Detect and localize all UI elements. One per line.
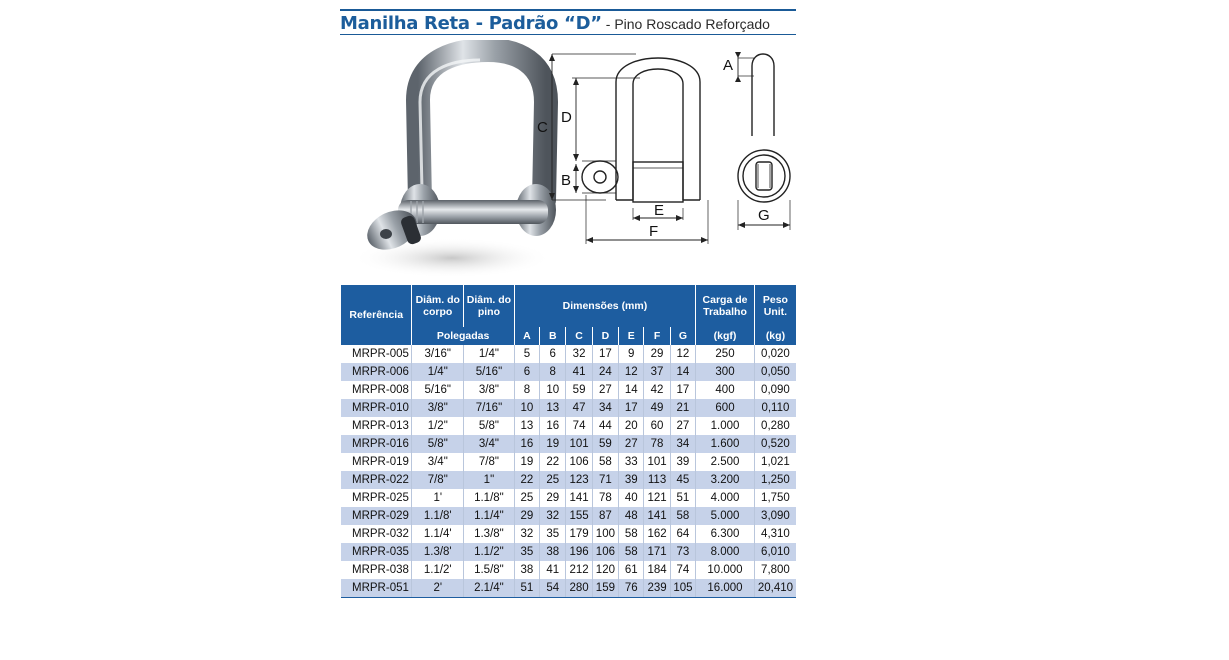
cell-c: 212 [566,561,592,579]
cell-referencia: MRPR-019 [341,453,412,471]
cell-peso: 1,021 [761,456,790,468]
cell-c: 179 [566,525,592,543]
cell-referencia: MRPR-051 [341,579,412,598]
dimension-labels [537,57,770,240]
header-peso-unit: (kg) [754,327,796,345]
cell-e: 20 [619,417,644,435]
label-g: G [758,207,770,224]
cell-d: 59 [592,435,618,453]
cell-referencia: MRPR-013 [341,417,412,435]
cell-a: 29 [514,507,539,525]
cell-b: 6 [540,345,566,363]
cell-carga: 1.600 [696,435,755,453]
cell-b: 8 [540,363,566,381]
cell-f: 78 [644,435,670,453]
cell-f: 42 [644,381,670,399]
cell-e: 40 [619,489,644,507]
cell-peso: 20,410 [754,579,796,598]
cell-c: 141 [566,489,592,507]
cell-referencia: MRPR-029 [341,507,412,525]
label-b: B [561,172,572,189]
label-a: A [723,57,734,74]
cell-f: 121 [644,489,670,507]
cell-diam-pino: 1.1/4" [464,507,515,525]
cell-referencia: MRPR-008 [341,381,412,399]
table-row [341,543,796,561]
cell-carga: 1.000 [696,417,755,435]
header-dim-c: C [566,327,592,345]
cell-e: 9 [619,345,644,363]
cell-b: 10 [540,381,566,399]
cell-diam-corpo: 1.1/2' [412,561,464,579]
cell-diam-pino: 1.1/8" [464,489,515,507]
cell-carga: 6.300 [696,525,755,543]
cell-g: 21 [670,399,695,417]
cell-d: 27 [592,381,618,399]
cell-peso: 1,250 [754,471,796,489]
cell-referencia: MRPR-022 [341,471,412,489]
cell-peso: 1,750 [761,492,790,504]
cell-diam-corpo: 1.1/4' [412,525,464,543]
cell-a: 6 [514,363,539,381]
cell-c: 196 [566,543,592,561]
cell-diam-pino: 1.5/8" [464,561,515,579]
cell-a: 5 [514,345,539,363]
cell-c: 155 [566,507,592,525]
cell-diam-pino: 7/8" [464,453,515,471]
cell-diam-corpo: 1' [412,489,464,507]
cell-g: 51 [670,489,695,507]
cell-a: 38 [514,561,539,579]
cell-diam-pino: 5/16" [464,363,515,381]
cell-carga: 4.000 [696,489,755,507]
cell-g: 58 [670,507,695,525]
cell-carga: 3.200 [696,471,755,489]
cell-g: 73 [670,543,695,561]
cell-g: 105 [670,579,695,598]
cell-d: 17 [592,345,618,363]
cell-peso: 6,010 [754,543,796,561]
cell-d: 100 [592,525,618,543]
cell-f: 184 [644,561,670,579]
cell-b: 25 [540,471,566,489]
header-diam-pino: Diâm. do pino [464,285,515,327]
cell-d: 44 [592,417,618,435]
cell-c: 123 [566,471,592,489]
cell-peso: 4,310 [761,528,790,540]
cell-a: 25 [514,489,539,507]
cell-b: 22 [540,453,566,471]
label-e: E [654,202,665,219]
cell-b: 41 [540,561,566,579]
cell-e: 48 [619,507,644,525]
cell-d: 120 [592,561,618,579]
cell-peso: 0,110 [754,399,796,417]
cell-a: 51 [514,579,539,598]
cell-referencia: MRPR-006 [341,363,412,381]
cell-peso: 0,090 [761,384,790,396]
cell-peso: 3,090 [754,507,796,525]
table-body [341,345,796,598]
cell-carga: 250 [696,345,755,363]
cell-a: 19 [514,453,539,471]
cell-g: 39 [670,453,695,471]
cell-carga: 300 [696,363,755,381]
header-peso: Peso Unit. [754,285,796,327]
cell-carga: 2.500 [696,453,755,471]
label-c: C [537,119,548,136]
cell-b: 32 [540,507,566,525]
cell-referencia: MRPR-025 [341,489,412,507]
cell-a: 32 [514,525,539,543]
cell-g: 12 [670,345,695,363]
cell-g: 17 [670,381,695,399]
cell-peso: 7,800 [761,564,790,576]
cell-diam-corpo: 1.3/8' [412,543,464,561]
cell-d: 78 [592,489,618,507]
page-subtitle: - Pino Roscado Reforçado [605,16,770,32]
table-row [341,525,796,543]
table-row [341,381,796,399]
specification-table [341,285,796,598]
cell-a: 35 [514,543,539,561]
cell-diam-pino: 2.1/4" [464,579,515,598]
table-row [341,345,796,363]
cell-referencia: MRPR-016 [341,435,412,453]
header-carga-unit: (kgf) [696,327,755,345]
table-row [341,453,796,471]
title-bar [340,9,796,35]
page-title: Manilha Reta - Padrão “D” - Pino Roscado Reforçado [340,13,770,34]
cell-diam-corpo: 5/16" [412,381,464,399]
cell-diam-corpo: 3/16" [412,345,464,363]
cell-f: 239 [644,579,670,598]
cell-carga: 8.000 [696,543,755,561]
header-diam-corpo: Diâm. do corpo [412,285,464,327]
cell-d: 34 [592,399,618,417]
cell-c: 280 [566,579,592,598]
cell-peso: 0,280 [761,420,790,432]
cell-c: 41 [566,363,592,381]
cell-d: 24 [592,363,618,381]
cell-carga: 400 [696,381,755,399]
cell-f: 60 [644,417,670,435]
cell-b: 54 [540,579,566,598]
cell-c: 101 [566,435,592,453]
cell-f: 162 [644,525,670,543]
cell-f: 141 [644,507,670,525]
table-row [341,399,796,417]
cell-b: 38 [540,543,566,561]
cell-b: 19 [540,435,566,453]
header-referencia: Referência [341,285,412,345]
cell-a: 13 [514,417,539,435]
cell-b: 29 [540,489,566,507]
table-row [341,435,796,453]
cell-g: 14 [670,363,695,381]
cell-diam-corpo: 1/2" [412,417,464,435]
cell-e: 61 [619,561,644,579]
table-row [341,507,796,525]
cell-diam-corpo: 2' [412,579,464,598]
header-dimensoes: Dimensões (mm) [514,285,695,327]
cell-referencia: MRPR-005 [341,345,412,363]
cell-diam-corpo: 7/8" [412,471,464,489]
cell-e: 17 [619,399,644,417]
cell-carga: 600 [696,399,755,417]
cell-a: 10 [514,399,539,417]
header-carga: Carga de Trabalho [696,285,755,327]
cell-diam-pino: 3/4" [464,435,515,453]
header-dim-b: B [540,327,566,345]
cell-diam-corpo: 1/4" [412,363,464,381]
cell-peso: 0,050 [754,363,796,381]
cell-e: 27 [619,435,644,453]
cell-referencia: MRPR-032 [341,525,412,543]
cell-c: 47 [566,399,592,417]
table-row [341,489,796,507]
shackle-photo [352,50,556,278]
shackle-illustration [340,40,796,280]
header-dim-d: D [592,327,618,345]
cell-e: 58 [619,543,644,561]
cell-f: 37 [644,363,670,381]
cell-referencia: MRPR-035 [341,543,412,561]
cell-c: 32 [566,345,592,363]
cell-diam-corpo: 3/8" [412,399,464,417]
cell-diam-pino: 1" [464,471,515,489]
cell-g: 27 [670,417,695,435]
header-polegadas: Polegadas [412,327,514,345]
header-dim-e: E [619,327,644,345]
cell-e: 39 [619,471,644,489]
cell-diam-pino: 1.3/8" [464,525,515,543]
cell-diam-pino: 1/4" [464,345,515,363]
cell-f: 101 [644,453,670,471]
cell-diam-corpo: 5/8" [412,435,464,453]
header-dim-f: F [644,327,670,345]
table-row [341,471,796,489]
cell-diam-pino: 7/16" [464,399,515,417]
cell-b: 35 [540,525,566,543]
cell-d: 106 [592,543,618,561]
product-figure [340,40,796,280]
cell-g: 74 [670,561,695,579]
cell-f: 49 [644,399,670,417]
cell-diam-pino: 5/8" [464,417,515,435]
cell-g: 64 [670,525,695,543]
cell-carga: 16.000 [696,579,755,598]
cell-d: 87 [592,507,618,525]
cell-b: 13 [540,399,566,417]
cell-diam-corpo: 1.1/8' [412,507,464,525]
table-row [341,561,796,579]
cell-d: 159 [592,579,618,598]
cell-e: 12 [619,363,644,381]
table-row [341,579,796,598]
cell-diam-corpo: 3/4" [412,453,464,471]
cell-c: 106 [566,453,592,471]
cell-carga: 5.000 [696,507,755,525]
header-dim-g: G [670,327,695,345]
cell-f: 171 [644,543,670,561]
cell-d: 71 [592,471,618,489]
cell-peso: 0,520 [754,435,796,453]
cell-c: 74 [566,417,592,435]
cell-a: 22 [514,471,539,489]
cell-g: 34 [670,435,695,453]
label-f: F [649,223,659,240]
cell-e: 58 [619,525,644,543]
cell-diam-pino: 3/8" [464,381,515,399]
dimension-arrows [549,54,708,243]
cell-carga: 10.000 [696,561,755,579]
header-dim-a: A [514,327,539,345]
cell-peso: 0,020 [761,348,790,360]
cell-d: 58 [592,453,618,471]
cell-referencia: MRPR-038 [341,561,412,579]
cell-diam-pino: 1.1/2" [464,543,515,561]
cell-e: 33 [619,453,644,471]
cell-f: 29 [644,345,670,363]
cell-b: 16 [540,417,566,435]
label-d: D [561,109,572,126]
cell-e: 14 [619,381,644,399]
cell-a: 8 [514,381,539,399]
cell-g: 45 [670,471,695,489]
cell-e: 76 [619,579,644,598]
table-row [341,417,796,435]
cell-f: 113 [644,471,670,489]
cell-referencia: MRPR-010 [341,399,412,417]
cell-c: 59 [566,381,592,399]
table-row [341,363,796,381]
side-view-drawing [738,54,790,230]
cell-a: 16 [514,435,539,453]
